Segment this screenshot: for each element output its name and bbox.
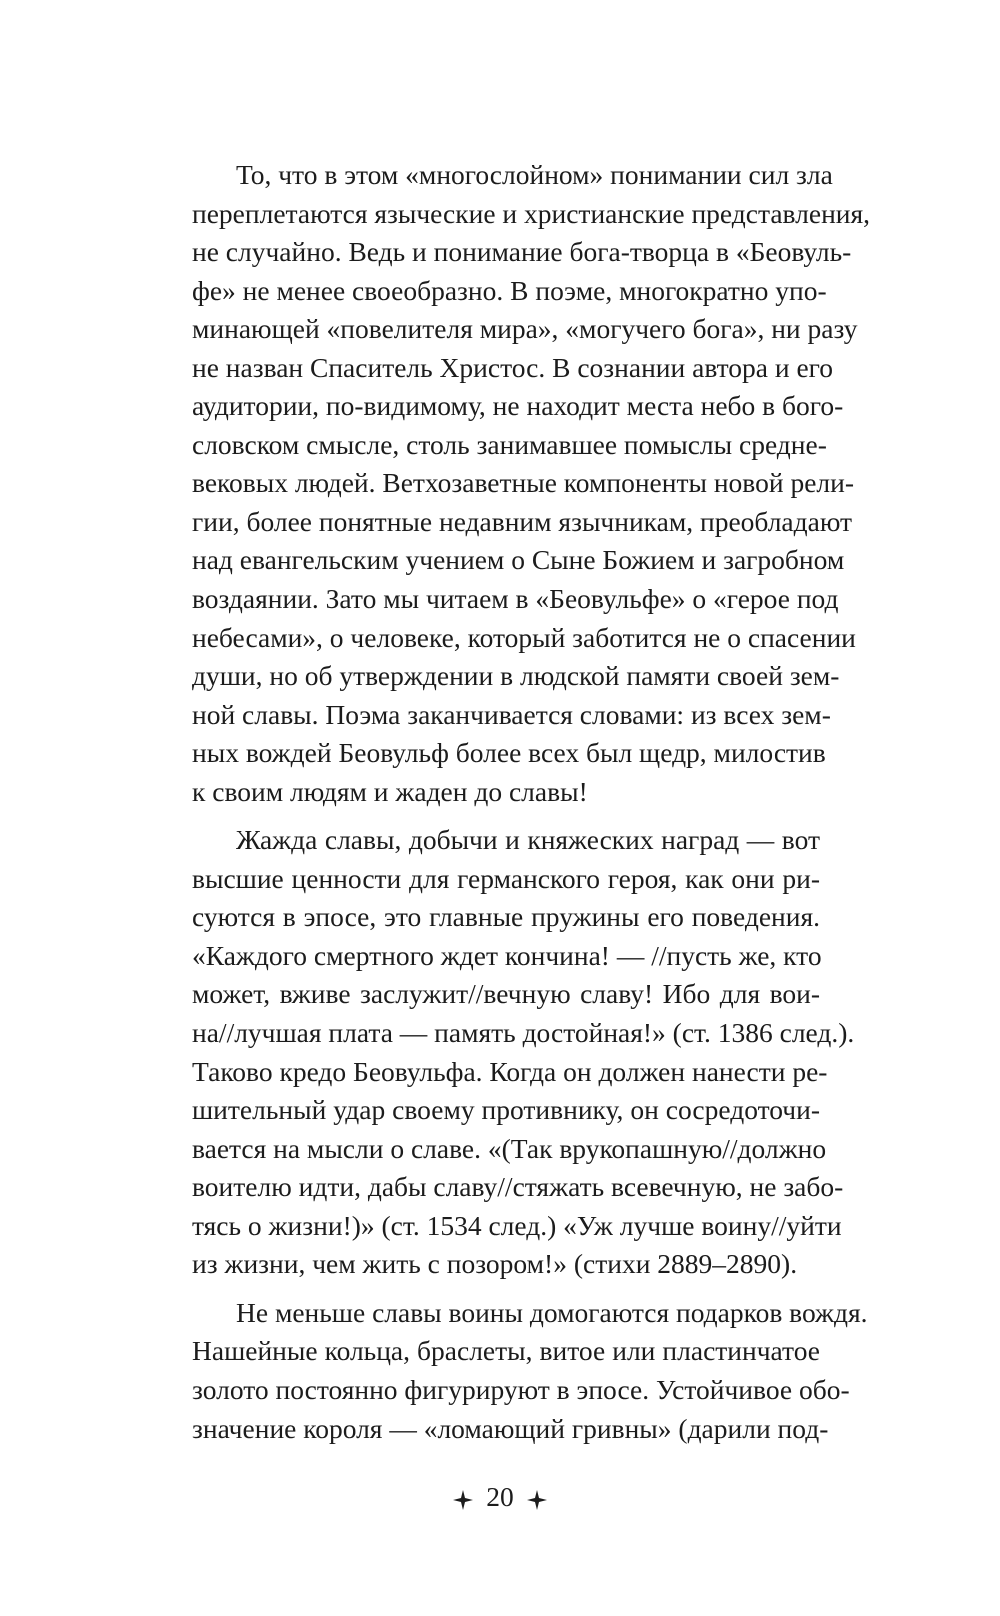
text-line: на//лучшая плата — память достойная!» (ст. 1386 след.). [192, 1017, 855, 1049]
page-number: 20 [486, 1480, 514, 1512]
paragraph-2 [192, 821, 855, 1284]
text-line: словском смысле, столь занимавшее помыслы средне- [192, 428, 827, 460]
text-line: гии, более понятные недавним язычникам, преобладают [192, 505, 853, 537]
paragraph-spacer [192, 1284, 820, 1294]
text-line: воздаянии. Зато мы читаем в «Беовульфе» о «герое под [192, 583, 839, 615]
text-line: ной славы. Поэма заканчивается словами: из всех зем- [192, 698, 831, 730]
text-line: Таково кредо Беовульфа. Когда он должен нанести ре- [192, 1055, 828, 1087]
text-line: фе» не менее своеобразно. В поэме, многократно упо- [192, 274, 827, 306]
text-line: Жажда славы, добычи и княжеских наград — вот [236, 824, 820, 856]
text-line: воителю идти, дабы славу//стяжать всевечную, не забо- [192, 1171, 844, 1203]
text-line: золото постоянно фигурируют в эпосе. Устойчивое обо- [192, 1373, 850, 1405]
text-line: не случайно. Ведь и понимание бога-творца в «Беовуль- [192, 236, 852, 268]
text-line: над евангельским учением о Сыне Божием и загробном [192, 544, 845, 576]
text-line: шительный удар своему противнику, он сосредоточи- [192, 1094, 820, 1126]
text-line: вается на мысли о славе. «(Так врукопашную//должно [192, 1132, 827, 1164]
text-line: к своим людям и жаден до славы! [192, 775, 588, 807]
paragraph-3 [192, 1294, 868, 1448]
text-line: То, что в этом «многослойном» понимании сил зла [236, 159, 833, 190]
text-line: Не меньше славы воины домогаются подарков вождя. [236, 1296, 868, 1328]
text-line: высшие ценности для германского героя, как они ри- [192, 862, 820, 894]
text-line: суются в эпосе, это главные пружины его поведения. [192, 901, 820, 933]
text-line: ных вождей Беовульф более всех был щедр, милостив [192, 737, 826, 769]
four-point-star-icon [453, 1484, 473, 1504]
text-line: из жизни, чем жить с позором!» (стихи 2889–2890). [192, 1248, 798, 1280]
text-line: «Каждого смертного ждет кончина! — //пусть же, кто [192, 939, 822, 971]
page-footer [0, 1477, 1000, 1511]
paragraph-spacer [192, 811, 820, 821]
text-line: вековых людей. Ветхозаветные компоненты новой рели- [192, 467, 855, 499]
text-line: аудитории, по-видимому, не находит места небо в бого- [192, 390, 844, 422]
text-line: тясь о жизни!)» (ст. 1534 след.) «Уж лучше воину//уйти [192, 1209, 842, 1241]
text-line: небесами», о человеке, который заботится не о спасении [192, 621, 856, 653]
text-line: души, но об утверждении в людской памяти своей зем- [192, 660, 840, 692]
paragraph-1 [192, 156, 871, 811]
text-line: минающей «повелителя мира», «могучего бога», ни разу [192, 313, 858, 345]
four-point-star-icon [527, 1484, 547, 1504]
text-line: не назван Спаситель Христос. В сознании автора и его [192, 351, 833, 383]
body-text [192, 156, 871, 1448]
text-line: переплетаются языческие и христианские представления, [192, 197, 871, 229]
text-line: может, вживе заслужит//вечную славу! Ибо для вои- [192, 978, 820, 1010]
text-line: Нашейные кольца, браслеты, витое или пластинчатое [192, 1335, 820, 1367]
text-line: значение короля — «ломающий гривны» (дарили под- [192, 1412, 829, 1444]
